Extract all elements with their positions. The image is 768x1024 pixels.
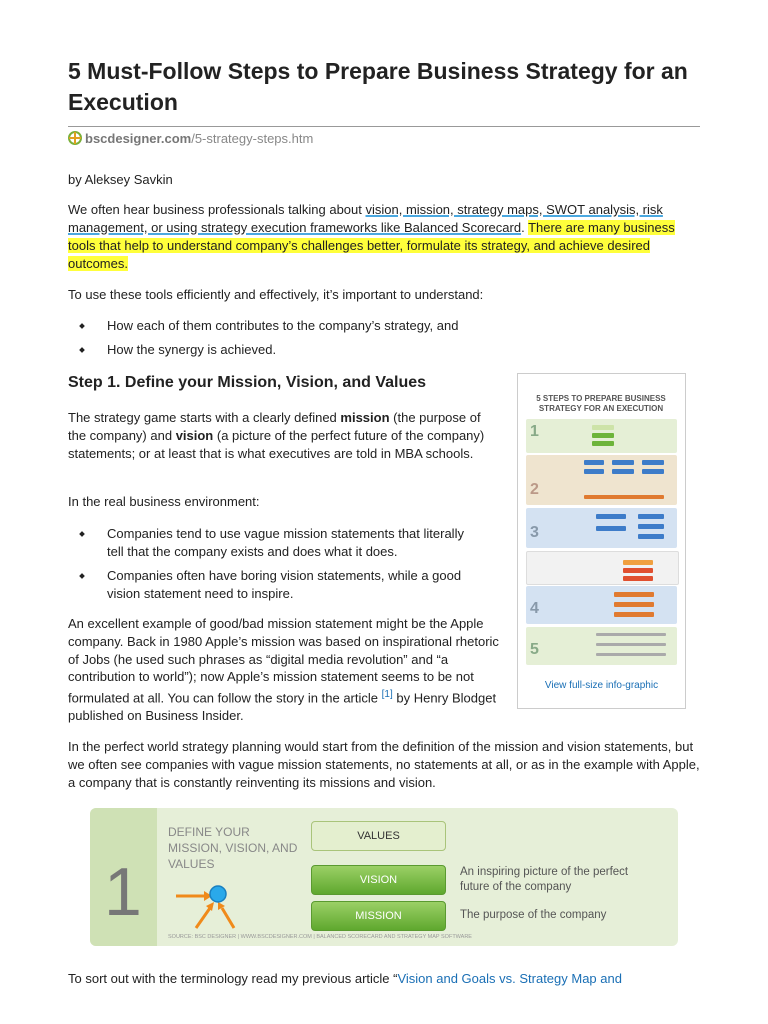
apple-a: An excellent example of good/bad mission statement might be the Apple company. Back in 1980 Apple’s mission was based on inspirational rhetoric of Jobs (he used such phrases as “digital media revolution” and “a contribution to world”); now Apple’s mission statement seems to be not formulated at all. You can follow the story in the article	[68, 616, 499, 706]
para1-vision: vision	[175, 428, 214, 443]
intro-paragraph	[68, 201, 704, 273]
values-pill: VALUES	[311, 821, 446, 851]
title-divider	[68, 126, 700, 127]
infographic-step-number: 3	[530, 524, 539, 541]
infographic-step-5	[526, 627, 677, 665]
apple-paragraph	[68, 615, 505, 725]
use-tools-text: To use these tools efficiently and effectively, it’s important to understand:	[68, 287, 484, 302]
bscdesigner-logo-icon	[68, 131, 82, 145]
terminology-a: To sort out with the terminology read my previous article “	[68, 971, 398, 986]
bullet-icon	[79, 323, 85, 329]
list-item-text: How each of them contributes to the company’s strategy, and	[107, 318, 459, 333]
infographic-step-number: 5	[530, 641, 539, 658]
step-number: 1	[104, 854, 142, 930]
infographic-thumbnail[interactable]	[517, 373, 686, 709]
infographic-step-number: 1	[530, 423, 539, 440]
mission-description: The purpose of the company	[460, 909, 607, 921]
intro-highlight: There are many business tools that help to understand company’s challenges better, formulate its strategy, and achieve desired outcomes	[68, 220, 675, 271]
bullet-icon	[79, 347, 85, 353]
terminology-link[interactable]: Vision and Goals vs. Strategy Map and	[397, 971, 622, 986]
list-item	[80, 525, 480, 561]
perfect-world-paragraph: In the perfect world strategy planning would start from the definition of the mission and vision statements, but we often see companies with vague mission statements, no statements at all, or as in the example with Apple, a company that is constantly reinventing its missions and vision.	[68, 739, 700, 790]
list-item-text: Companies tend to use vague mission statements that literally tell that the company exists and does what it does.	[107, 526, 464, 559]
source-domain[interactable]: bscdesigner.com	[85, 131, 192, 146]
infographic-step-3b	[526, 551, 679, 585]
infographic-step-4	[526, 586, 677, 624]
apple-b: by Henry Blodget published on Business Insider.	[68, 690, 497, 724]
source-line	[68, 131, 313, 146]
infographic-step-2	[526, 455, 677, 505]
list-item	[80, 567, 480, 603]
infographic-step-number: 2	[530, 481, 539, 498]
mission-pill: MISSION	[311, 901, 446, 931]
step1-heading: Step 1. Define your Mission, Vision, and Values	[68, 374, 427, 391]
infographic-step-3	[526, 508, 677, 548]
intro-link[interactable]: vision, mission, strategy maps, SWOT analysis, risk management, or using strategy execution frameworks like Balanced Scorecard	[68, 202, 663, 235]
page-title: 5 Must-Follow Steps to Prepare Business Strategy for an Execution	[68, 58, 688, 115]
source-path[interactable]: /5-strategy-steps.htm	[191, 131, 314, 146]
intro-end: .	[124, 256, 128, 271]
infographic-step-1	[526, 419, 677, 453]
list-item-text: How the synergy is achieved.	[107, 342, 277, 357]
vision-pill: VISION	[311, 865, 446, 895]
terminology-paragraph	[68, 970, 708, 988]
para1-e: (a picture of the perfect future of the company) statements; or at least that is what executives are told in MBA schools.	[68, 428, 485, 461]
author: by Aleksey Savkin	[68, 172, 173, 187]
reference-link[interactable]: [1]	[381, 689, 393, 701]
step1-paragraph	[68, 409, 493, 463]
step-graphic-footer: SOURCE: BSC DESIGNER | WWW.BSCDESIGNER.COM | BALANCED SCORECARD AND STRATEGY MAP SOFTWARE	[168, 934, 472, 940]
real-env-text: In the real business environment:	[68, 494, 260, 509]
para1-mission: mission	[340, 410, 390, 425]
step-graphic-heading: DEFINE YOUR MISSION, VISION, AND VALUES	[168, 825, 298, 871]
para1-a: The strategy game starts with a clearly defined	[68, 410, 341, 425]
infographic-step-number: 4	[530, 600, 539, 617]
list-item-text: Companies often have boring vision statements, while a good vision statement need to inspire.	[107, 568, 462, 601]
intro-mid: .	[521, 220, 529, 235]
infographic-title: 5 STEPS TO PREPARE BUSINESS STRATEGY FOR AN EXECUTION	[536, 394, 666, 413]
bullet-icon	[79, 573, 85, 579]
intro-lead: We often hear business professionals talking about	[68, 202, 366, 217]
vision-description: An inspiring picture of the perfect future of the company	[460, 866, 629, 893]
bullet-icon	[79, 531, 85, 537]
target-arrows-icon	[174, 878, 246, 932]
para1-c: (the purpose of the company) and	[68, 410, 481, 443]
step1-graphic	[90, 808, 678, 946]
view-infographic-link[interactable]: View full-size info-graphic	[544, 680, 659, 691]
